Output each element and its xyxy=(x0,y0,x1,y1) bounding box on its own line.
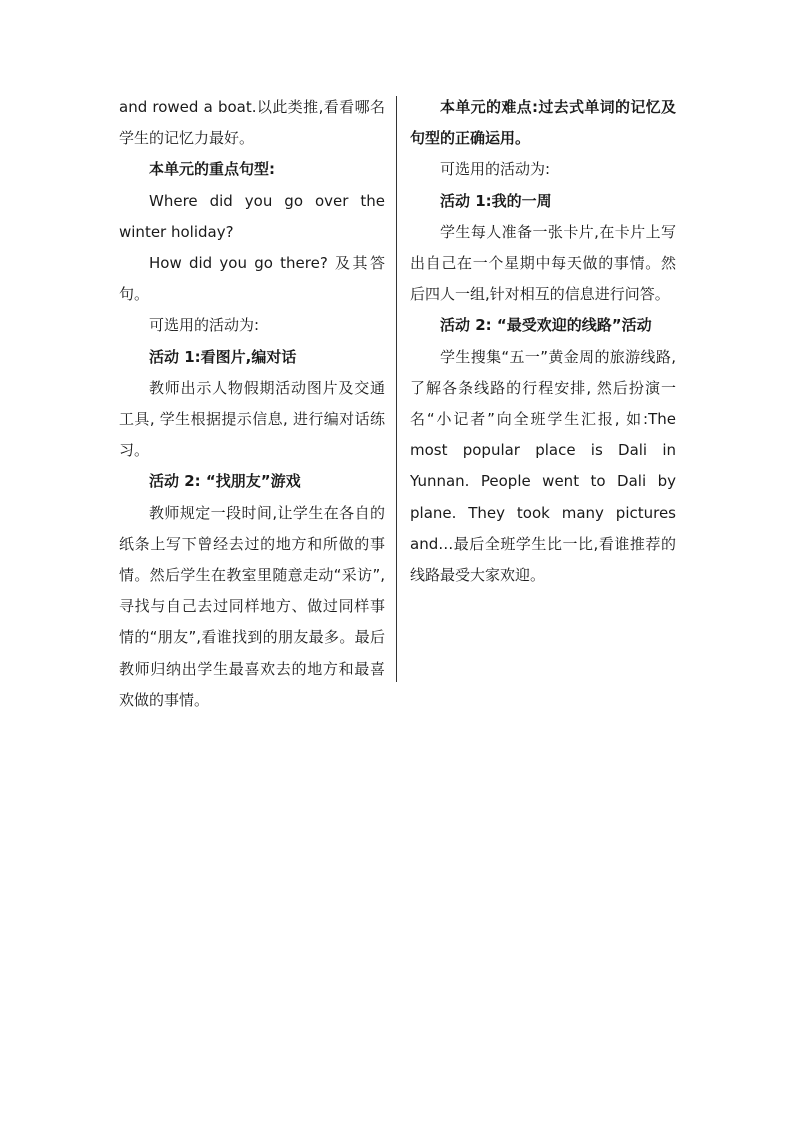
heading-key-sentence-patterns: 本单元的重点句型: xyxy=(149,160,275,179)
paragraph-continued: and rowed a boat.以此类推,看看哪名学生的记忆力最好。 xyxy=(119,98,385,148)
optional-activities-label: 可选用的活动为: xyxy=(440,160,551,179)
activity-2-description: 教师规定一段时间,让学生在各自的纸条上写下曾经去过的地方和所做的事情。然后学生在教室里随意走动“采访”,寻找与自己去过同样地方、做过同样事情的“朋友”,看谁找到的朋友最多。最后教师归纳出学生最喜欢去的地方和最喜欢做的事情。 xyxy=(119,503,385,709)
activity-2-description: 学生搜集“五一”黄金周的旅游线路, 了解各条线路的行程安排, 然后扮演一名“小记者”向全班学生汇报, 如:The most popular place is Dali in Yunnan. People went to Dali by plane. They took many pictures and…最后全班学生比一比,看谁推荐的线路最受大家欢迎。 xyxy=(410,347,676,585)
sentence-pattern-2: How did you go there? 及其答句。 xyxy=(119,254,385,304)
left-column xyxy=(119,92,385,716)
activity-1-description: 教师出示人物假期活动图片及交通工具, 学生根据提示信息, 进行编对话练习。 xyxy=(119,378,385,460)
heading-activity-2: 活动 2: “最受欢迎的线路”活动 xyxy=(440,316,652,335)
heading-difficulties: 本单元的难点:过去式单词的记忆及句型的正确运用。 xyxy=(410,98,676,148)
heading-activity-1: 活动 1:看图片,编对话 xyxy=(149,347,297,366)
activity-1-description: 学生每人准备一张卡片,在卡片上写出自己在一个星期中每天做的事情。然后四人一组,针对相互的信息进行问答。 xyxy=(410,222,676,304)
optional-activities-label: 可选用的活动为: xyxy=(149,316,260,335)
column-divider xyxy=(396,96,397,682)
heading-activity-2: 活动 2: “找朋友”游戏 xyxy=(149,472,301,491)
heading-activity-1: 活动 1:我的一周 xyxy=(440,191,552,210)
sentence-pattern-1: Where did you go over the winter holiday? xyxy=(119,191,385,241)
right-column xyxy=(410,92,676,591)
